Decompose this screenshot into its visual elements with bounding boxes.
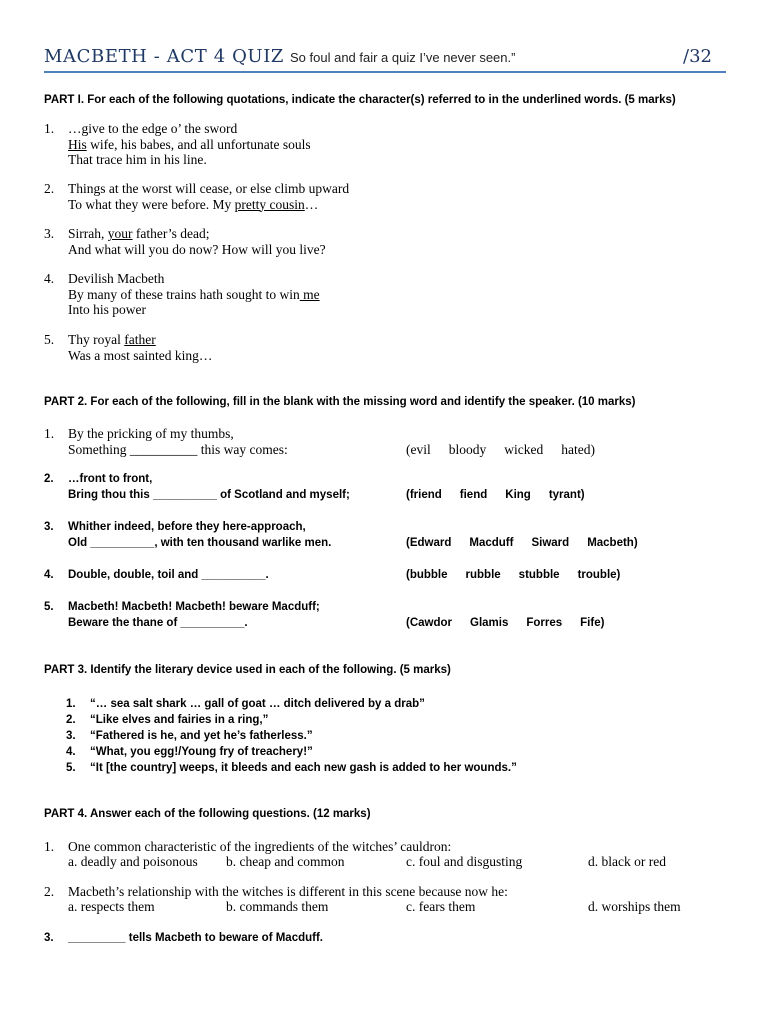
question-text: One common characteristic of the ingredients of the witches’ cauldron: <box>68 839 452 854</box>
question-number: 1. <box>44 426 55 441</box>
option: fiend <box>459 488 488 501</box>
quote-text: To what they were before. My <box>68 196 235 212</box>
list-item: 4. “What, you egg!/Young fry of treachery!” <box>66 746 313 758</box>
question-text: _________ tells Macbeth to beware of Macduff. <box>68 932 324 944</box>
quote-line: …give to the edge o’ the sword <box>68 121 238 136</box>
choice-c: c. fears them <box>406 899 476 914</box>
quote-line-with-blank: Double, double, toil and __________. <box>68 569 269 581</box>
option: trouble) <box>577 569 621 581</box>
quote-line: …front to front, <box>68 473 153 485</box>
quote-line: Whither indeed, before they here-approach, <box>68 521 306 533</box>
underlined-word: me <box>299 286 320 302</box>
option: Macduff <box>469 536 514 549</box>
answer-options <box>406 488 603 504</box>
question-number: 1. <box>44 839 55 854</box>
question-number: 3. <box>44 521 54 533</box>
option: (Cawdor <box>406 616 452 629</box>
question-number: 3. <box>44 932 54 944</box>
underlined-word: pretty cousin <box>234 196 305 212</box>
quote-text: By many of these trains hath sought to win <box>68 286 300 302</box>
quote-line: Macbeth! Macbeth! Macbeth! beware Macduff; <box>68 601 320 613</box>
choice-d: d. black or red <box>588 854 666 869</box>
quiz-title: MACBETH - ACT 4 QUIZ <box>44 46 285 67</box>
list-item: 3. “Fathered is he, and yet he’s fatherless.” <box>66 730 313 742</box>
choice-c: c. foul and disgusting <box>406 854 523 869</box>
option: bloody <box>448 441 487 457</box>
answer-options <box>406 616 622 632</box>
option: tyrant) <box>548 488 585 501</box>
answer-options <box>406 568 638 584</box>
quote-line: That trace him in his line. <box>68 152 207 167</box>
answer-options <box>406 442 613 458</box>
question-number: 1. <box>44 121 55 136</box>
quote-line-with-blank: Beware the thane of __________. <box>68 616 248 629</box>
answer-options <box>406 536 656 552</box>
choice-b: b. commands them <box>226 899 329 914</box>
option: Fife) <box>580 616 605 629</box>
option: Macbeth) <box>587 536 638 549</box>
option: Forres <box>526 616 563 629</box>
option: stubble <box>518 569 560 581</box>
option: wicked <box>504 441 544 457</box>
option: (bubble <box>406 569 448 581</box>
quote-line: By the pricking of my thumbs, <box>68 426 234 441</box>
quote-line-with-blank: Old __________, with ten thousand warlike men. <box>68 536 332 549</box>
question-number: 4. <box>44 569 54 581</box>
quote-text: Thy royal <box>68 332 125 347</box>
quote-line-with-blank: Something __________ this way comes: <box>68 441 288 457</box>
choice-b: b. cheap and common <box>226 854 345 869</box>
option: Glamis <box>470 616 509 629</box>
question-number: 3. <box>44 226 55 241</box>
question-number: 2. <box>44 181 55 196</box>
quote-text: father’s dead; <box>132 226 210 241</box>
list-item: 2. “Like elves and fairies in a ring,” <box>66 714 269 726</box>
quote-text: Sirrah, <box>68 226 108 241</box>
quote-line: Was a most sainted king… <box>68 347 213 363</box>
header-rule <box>44 71 726 73</box>
underlined-word: father <box>124 332 156 347</box>
question-number: 2. <box>44 473 54 485</box>
part4-heading: PART 4. Answer each of the following questions. (12 marks) <box>44 808 371 820</box>
option: King <box>505 488 531 501</box>
option: (evil <box>406 441 431 457</box>
quote-line: Devilish Macbeth <box>68 271 165 286</box>
option: (friend <box>406 488 442 501</box>
quote-line-with-blank: Bring thou this __________ of Scotland and myself; <box>68 488 350 501</box>
quote-line: And what will you do now? How will you live? <box>68 241 326 257</box>
total-score: /32 <box>683 46 712 67</box>
quote-text: … <box>304 196 319 212</box>
option: (Edward <box>406 536 452 549</box>
quiz-subtitle: So foul and fair a quiz I’ve never seen.” <box>290 50 516 65</box>
question-text: Macbeth’s relationship with the witches is different in this scene because now he: <box>68 884 508 899</box>
choice-a: a. deadly and poisonous <box>68 854 198 869</box>
part3-list <box>66 696 517 776</box>
choice-a: a. respects them <box>68 899 155 914</box>
question-number: 5. <box>44 332 55 347</box>
part1-heading: PART I. For each of the following quotations, indicate the character(s) referred to in the underlined words. (5 marks) <box>44 94 676 106</box>
quote-text: wife, his babes, and all unfortunate souls <box>86 136 311 152</box>
question-number: 2. <box>44 884 55 899</box>
question-number: 5. <box>44 601 54 613</box>
option: hated) <box>561 441 595 457</box>
quiz-header <box>44 44 726 74</box>
question-number: 4. <box>44 271 55 286</box>
quote-line: Things at the worst will cease, or else climb upward <box>68 181 350 196</box>
part3-heading: PART 3. Identify the literary device used in each of the following. (5 marks) <box>44 664 451 676</box>
list-item: 1. “… sea salt shark … gall of goat … ditch delivered by a drab” <box>66 698 425 710</box>
choice-d: d. worships them <box>588 899 681 914</box>
underlined-word: His <box>68 136 87 152</box>
option: rubble <box>465 569 501 581</box>
quote-line: Into his power <box>68 302 146 317</box>
list-item: 5. “It [the country] weeps, it bleeds and each new gash is added to her wounds.” <box>66 762 517 774</box>
option: Siward <box>531 536 570 549</box>
underlined-word: your <box>107 226 133 241</box>
part2-heading: PART 2. For each of the following, fill in the blank with the missing word and identify the speaker. (10 marks) <box>44 396 636 408</box>
